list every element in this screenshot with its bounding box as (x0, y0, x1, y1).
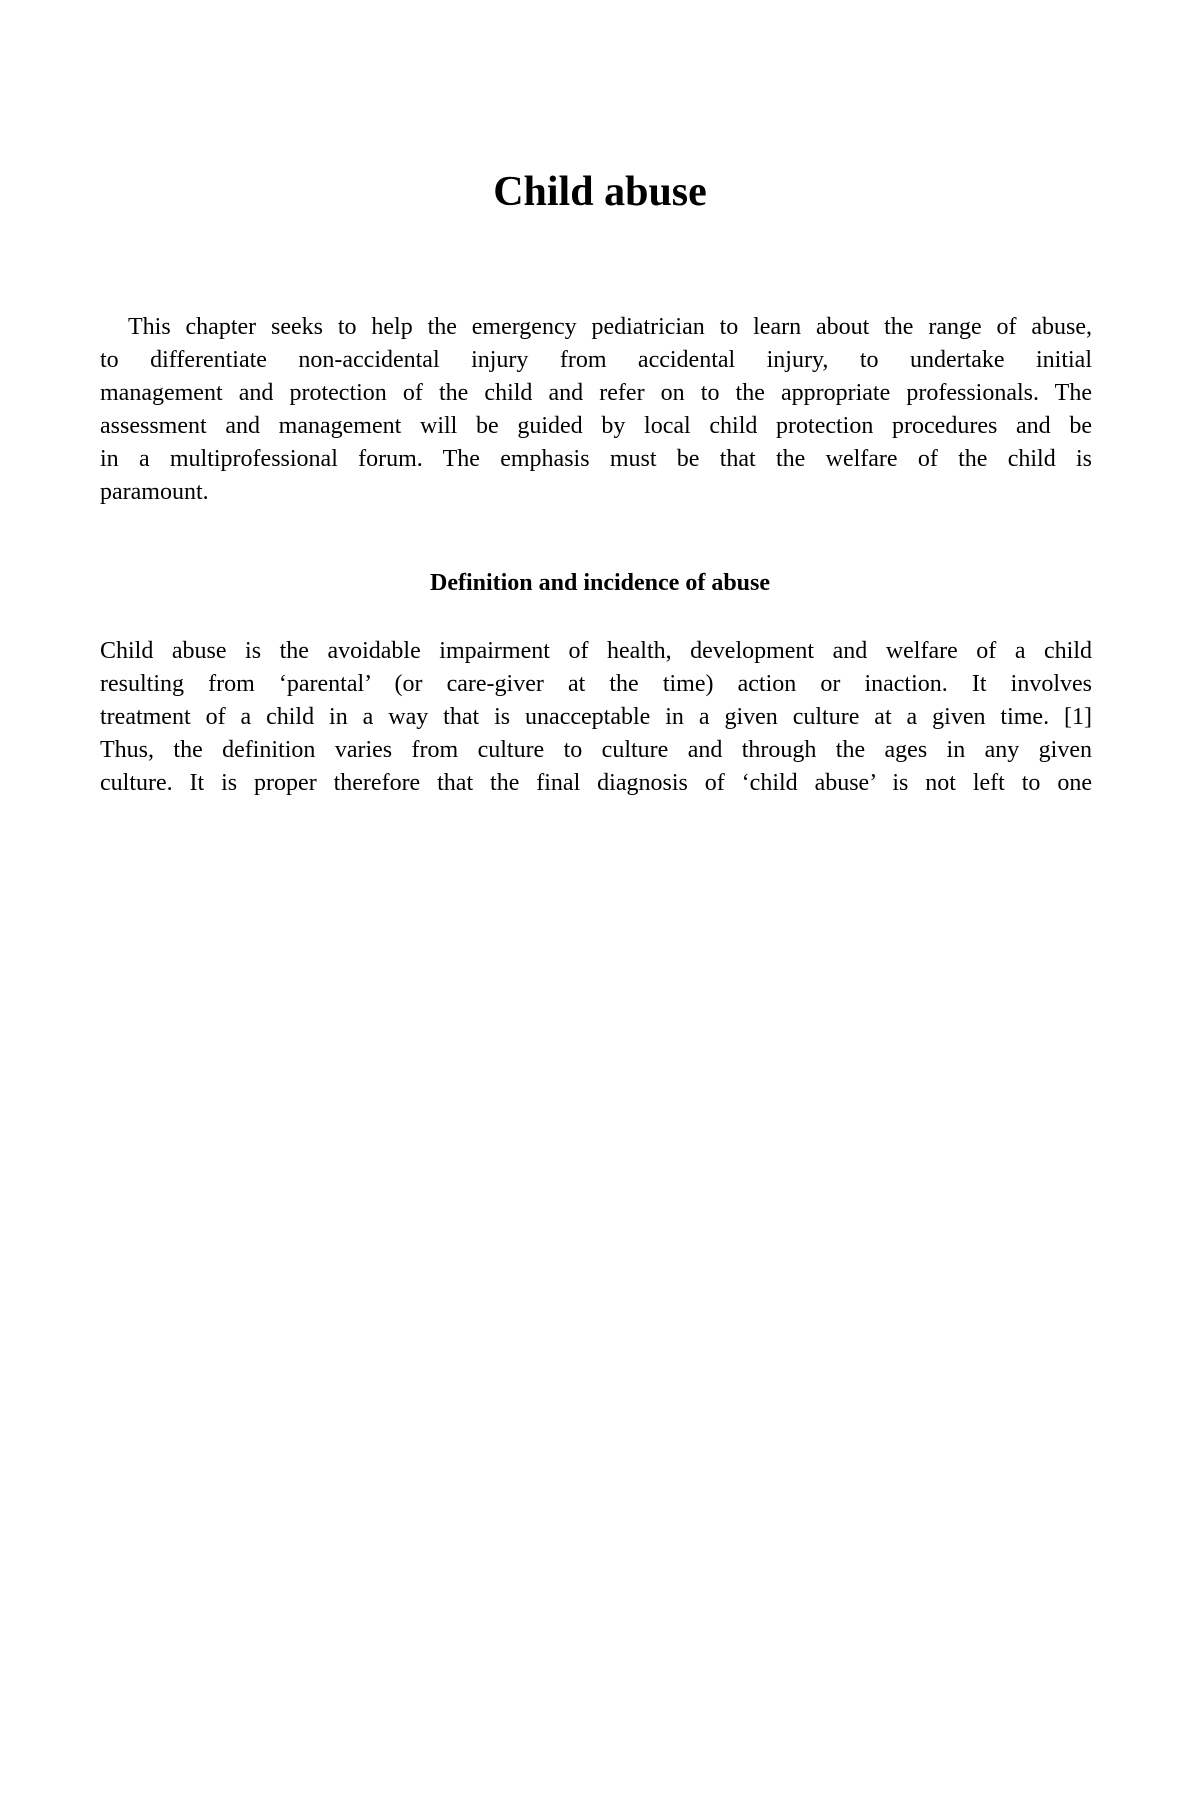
page-title: Child abuse (493, 169, 707, 215)
text-line: culture. It is proper therefore that the final diagnosis of ‘child abuse’ is not left to one (100, 770, 1092, 796)
text-line: to differentiate non-accidental injury from accidental injury, to undertake initial (100, 347, 1092, 373)
text-line: resulting from ‘parental’ (or care-giver at the time) action or inaction. It involves (100, 671, 1092, 697)
text-line: Child abuse is the avoidable impairment of health, development and welfare of a child (100, 638, 1092, 664)
section-heading: Definition and incidence of abuse (429, 570, 771, 596)
text-line: in a multiprofessional forum. The emphasis must be that the welfare of the child is (100, 446, 1092, 472)
text-line: Thus, the definition varies from culture to culture and through the ages in any given (100, 737, 1092, 763)
intro-paragraph (100, 311, 1092, 509)
text-line: treatment of a child in a way that is unacceptable in a given culture at a given time. [1] (100, 704, 1092, 730)
text-line: assessment and management will be guided by local child protection procedures and be (100, 413, 1092, 439)
text-line: management and protection of the child and refer on to the appropriate professionals. The (100, 380, 1092, 406)
definition-paragraph (100, 635, 1092, 800)
text-line: This chapter seeks to help the emergency pediatrician to learn about the range of abuse, (128, 314, 1092, 340)
text-line: paramount. (100, 479, 209, 505)
